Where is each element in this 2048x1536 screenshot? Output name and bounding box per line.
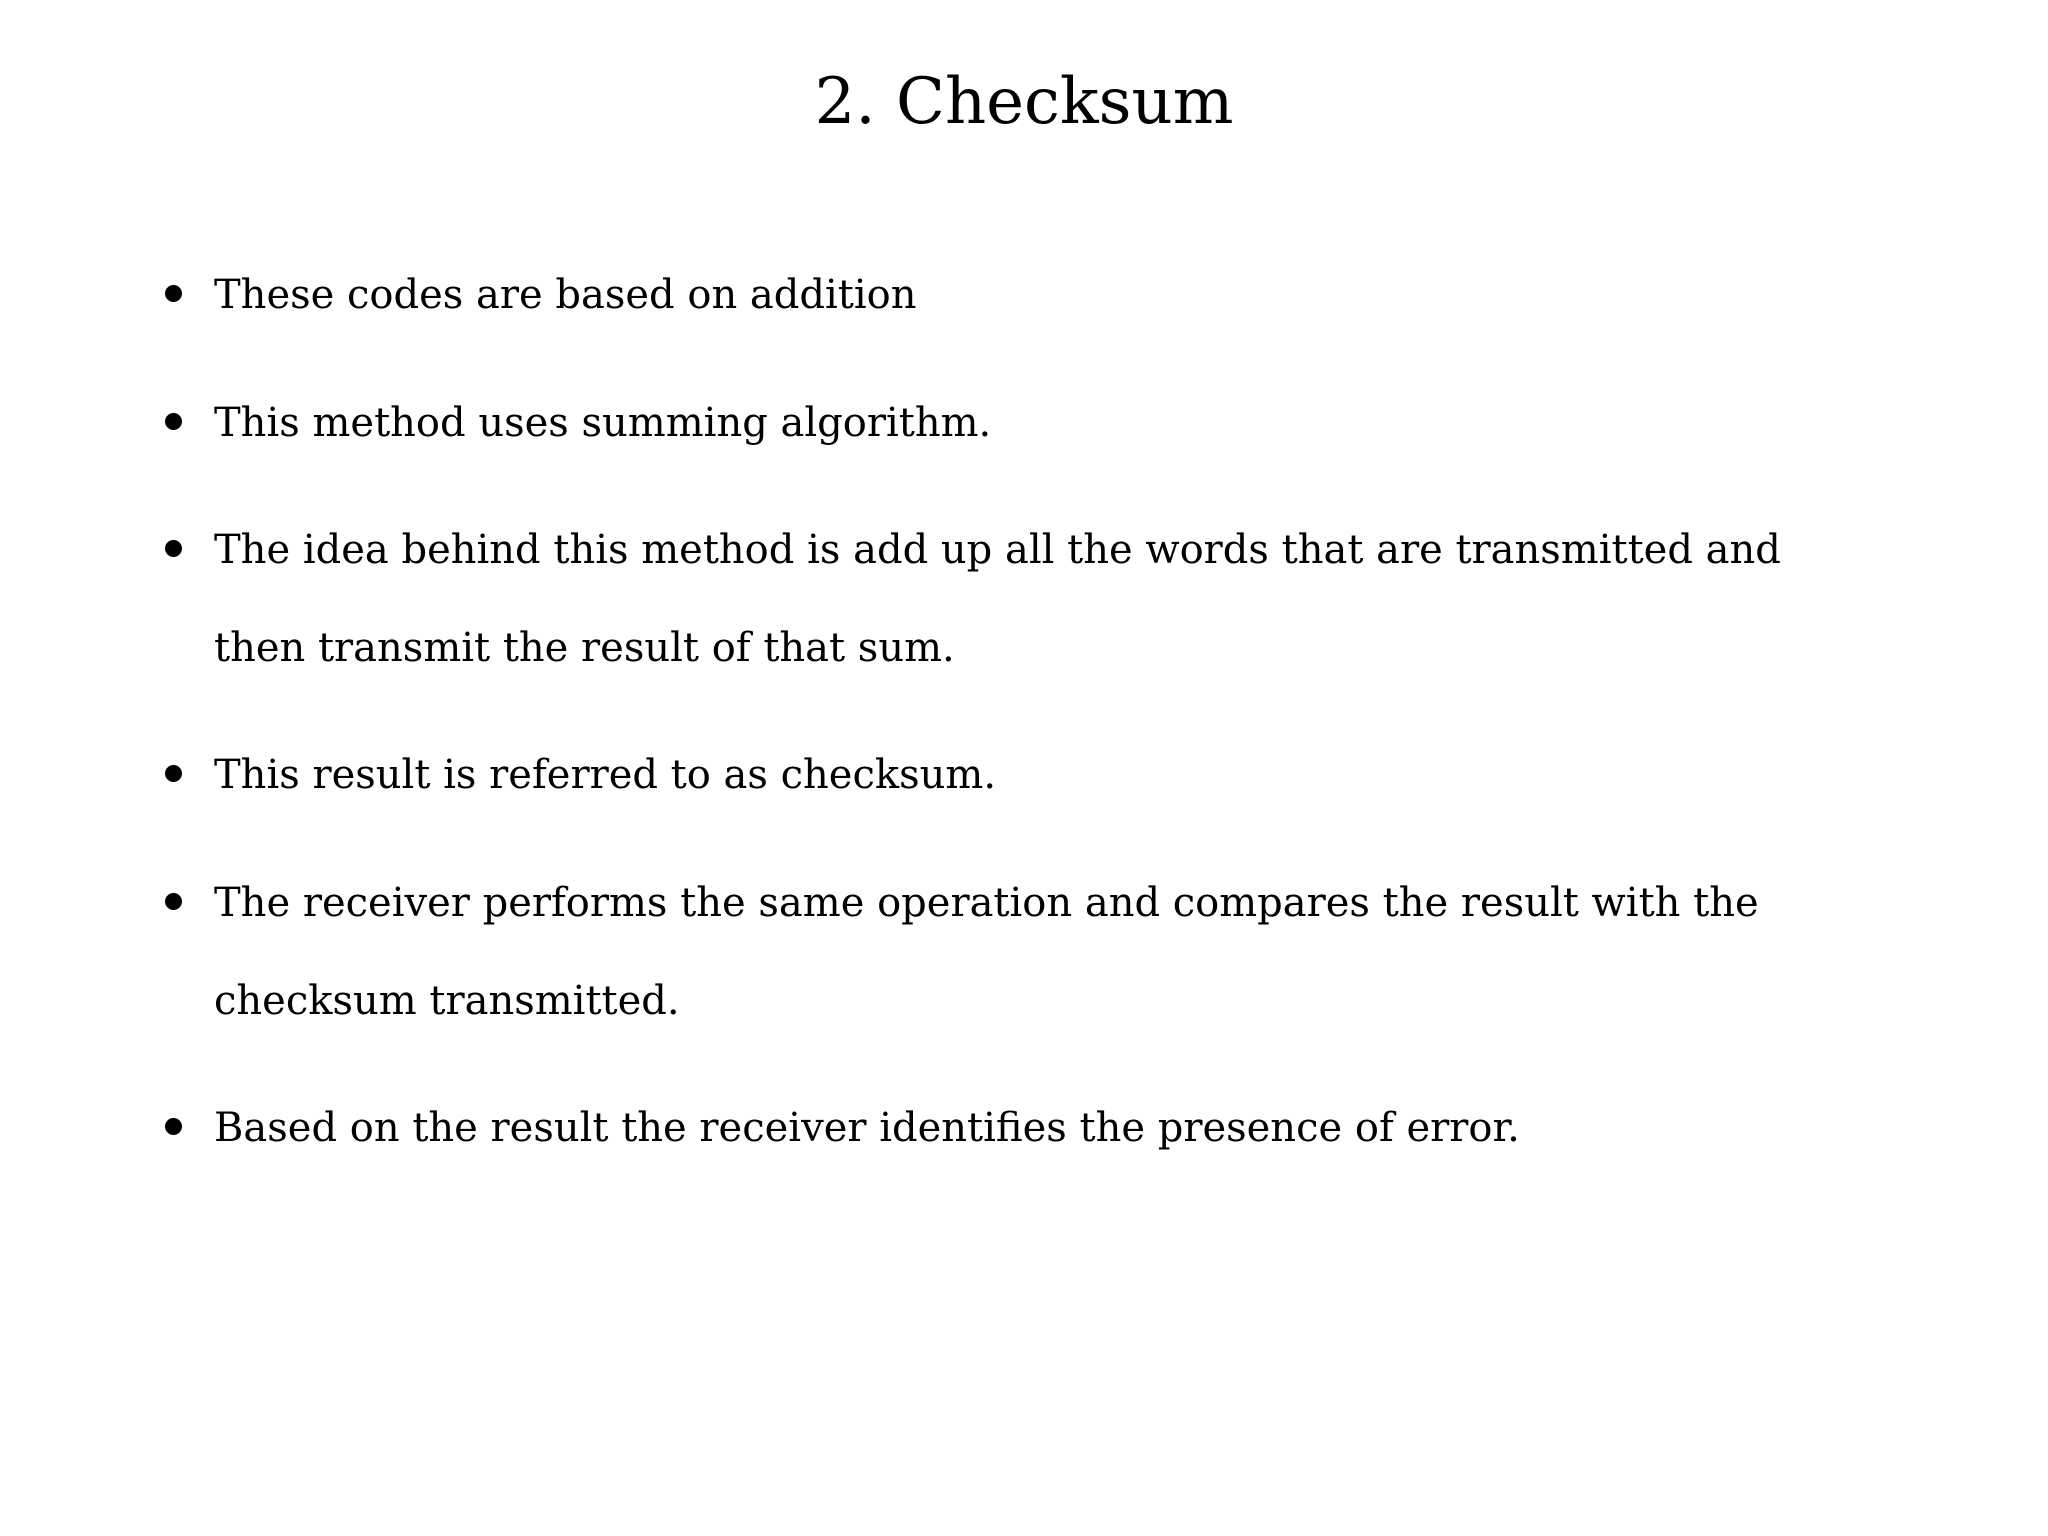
bullet-dot-icon (165, 285, 182, 302)
bullet-item (214, 374, 1874, 472)
bullet-dot-icon (165, 893, 182, 910)
bullet-item (214, 854, 1874, 1050)
bullet-text: The idea behind this method is add up all the words that are transmitted and then transmit the result of that sum. (214, 527, 1781, 671)
bullet-item (214, 726, 1874, 824)
bullet-item (214, 1079, 1874, 1177)
bullet-item (214, 501, 1874, 697)
bullet-text: These codes are based on addition (214, 272, 917, 318)
bullet-dot-icon (165, 765, 182, 782)
slide-title: 2. Checksum (814, 65, 1234, 139)
bullet-text: Based on the result the receiver identifies the presence of error. (214, 1105, 1520, 1151)
bullet-text: This result is referred to as checksum. (214, 752, 997, 798)
bullet-dot-icon (165, 540, 182, 557)
bullet-item (214, 246, 1874, 344)
bullet-text: The receiver performs the same operation and compares the result with the checksum transmitted. (214, 880, 1759, 1024)
bullet-dot-icon (165, 1118, 182, 1135)
bullet-text: This method uses summing algorithm. (214, 400, 992, 446)
bullet-dot-icon (165, 413, 182, 430)
